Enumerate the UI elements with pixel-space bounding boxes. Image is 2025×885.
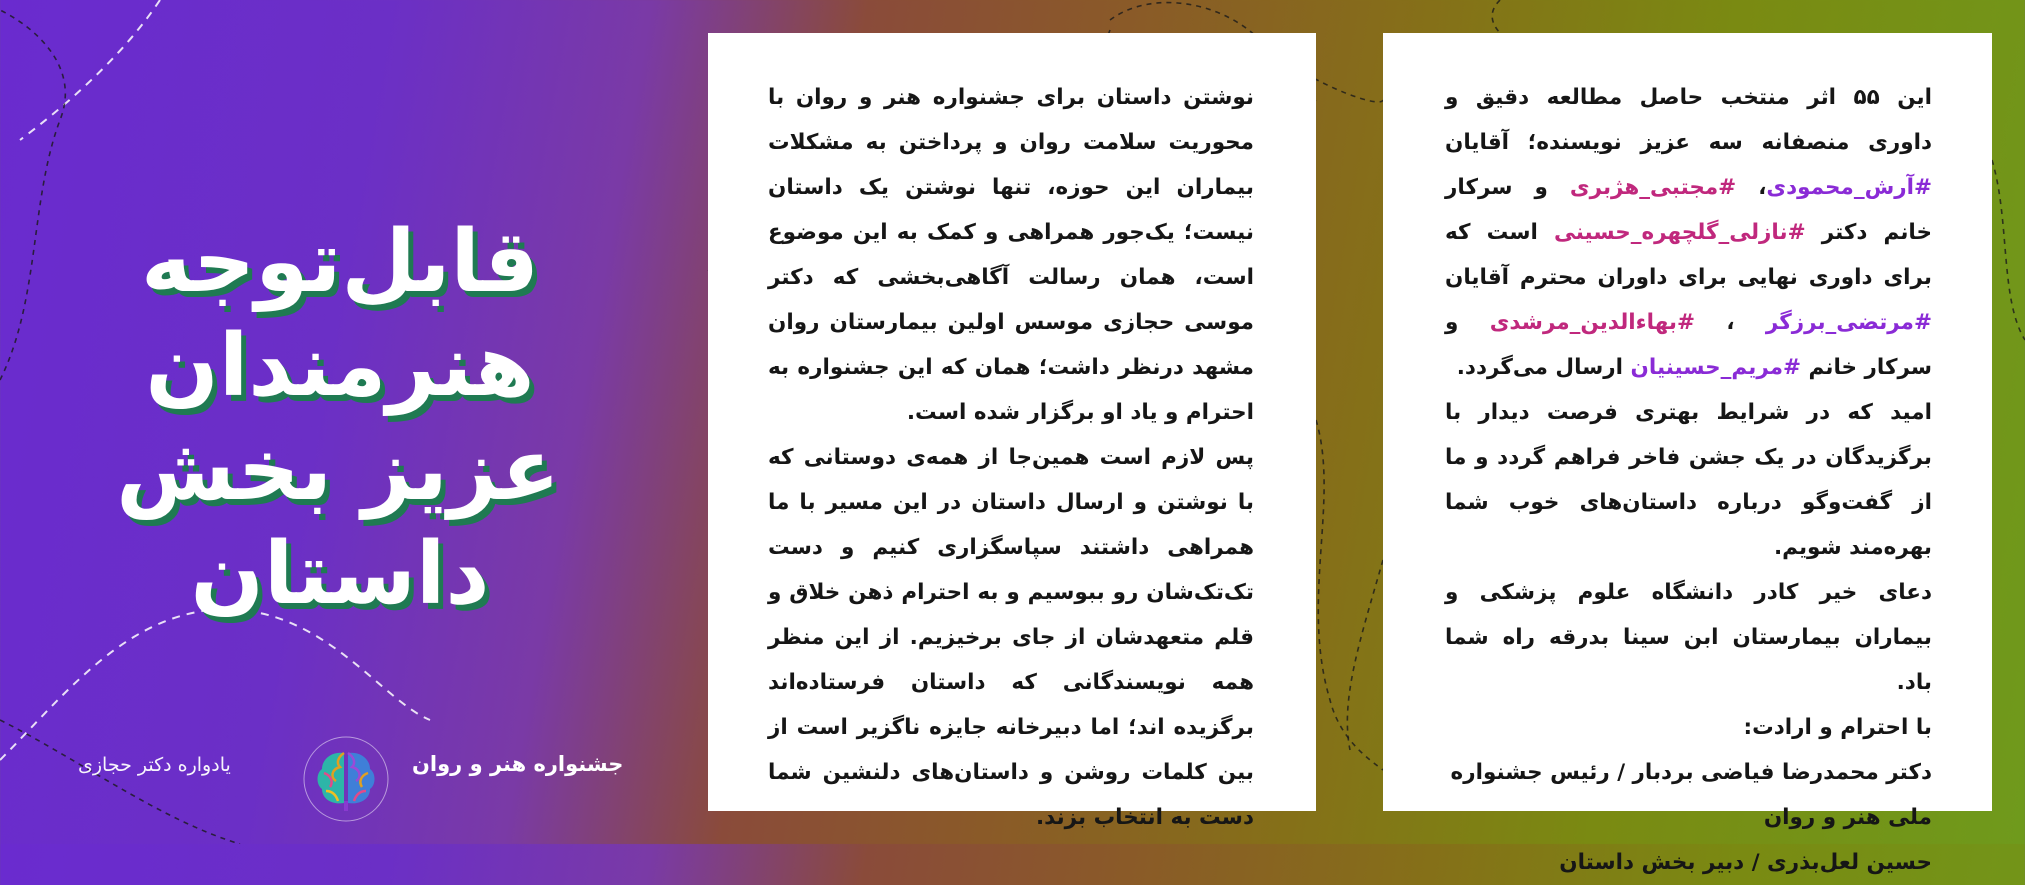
headline: [116, 210, 560, 626]
intro-paragraph-2: پس لازم است همین‌جا از همه‌ی دوستانی که با نوشتن و ارسال داستان در این مسیر با ما همراهی داشتند سپاسگزاری کنیم و دست تک‌تک‌شان رو ببوسیم و به احترام ذهن خلاق و قلم متعهدشان از جای برخیزیم. از این منظر همه نویسندگانی که داستان فرستاده‌اند برگزیده اند؛ اما دبیرخانه جایزه ناگزیر است از بین کلمات روشن و داستان‌های دلنشین شما دست به انتخاب بزند.: [768, 445, 1254, 830]
festival-name: جشنواره هنر و روان: [412, 752, 624, 776]
jury-text-d: و سرکار خانم: [1445, 310, 1932, 380]
signature-story-secretary: حسین لعل‌بذری / دبیر بخش داستان: [1559, 850, 1932, 875]
jury-text-e: ارسال می‌گردد.: [1456, 355, 1631, 380]
headline-line-1: قابل‌توجه: [140, 212, 539, 312]
intro-panel: [708, 33, 1316, 830]
jury-text-c: است که برای داوری نهایی برای داوران محترم آقایان: [1445, 220, 1932, 290]
hashtag-maryam-hosseinian[interactable]: #مریم_حسینیان: [1630, 355, 1802, 380]
brain-logo-icon: [302, 735, 390, 823]
headline-line-3: عزیز بخش: [116, 420, 560, 520]
headline-line-2: هنرمندان: [145, 316, 535, 416]
signature-festival-head: دکتر محمدرضا فیاضی بردبار / رئیس جشنواره ملی هنر و روان: [1450, 760, 1932, 830]
hashtag-nazli-golchehreh-hosseini[interactable]: #نازلی_گلچهره_حسینی: [1554, 220, 1806, 245]
headline-line-4: داستان: [190, 524, 490, 624]
hashtag-morteza-barzegar[interactable]: #مرتضی_برزگر: [1765, 310, 1932, 335]
memorial-name: یادواره دکتر حجازی: [78, 754, 231, 776]
closing-line: با احترام و ارادت:: [1743, 715, 1932, 740]
jury-paragraph-1: [1445, 75, 1932, 390]
hashtag-mojtaba-hozhabri[interactable]: #مجتبی_هژبری: [1569, 175, 1737, 200]
jury-paragraph-2: امید که در شرایط بهتری فرصت دیدار با برگزیدگان در یک جشن فاخر فراهم گردد و ما از گفت‌وگو درباره داستان‌های خوب شما بهره‌مند شویم.: [1445, 400, 1932, 560]
jury-panel: [1383, 33, 1992, 875]
jury-text-a: این ۵۵ اثر منتخب حاصل مطالعه دقیق و داوری منصفانه سه عزیز نویسنده؛ آقایان: [1445, 85, 1932, 155]
hashtag-bahaeddin-morshedi[interactable]: #بهاءالدین_مرشدی: [1489, 310, 1696, 335]
intro-paragraph-1: نوشتن داستان برای جشنواره هنر و روان با محوریت سلامت روان و پرداختن به مشکلات بیماران این حوزه، تنها نوشتن یک داستان نیست؛ یک‌جور همراهی و کمک به این موضوع است، همان رسالت آگاهی‌بخشی که دکتر موسی حجازی موسس اولین بیمارستان روان مشهد درنظر داشت؛ همان که این جشنواره به احترام و یاد او برگزار شده است.: [768, 85, 1254, 425]
jury-text-sep1: ،: [1736, 175, 1767, 200]
jury-paragraph-3: دعای خیر کادر دانشگاه علوم پزشکی و بیماران بیمارستان ابن سینا بدرقه راه شما باد.: [1445, 580, 1932, 695]
jury-text-b: و سرکار خانم دکتر: [1445, 175, 1932, 245]
jury-text-sep2: ،: [1695, 310, 1766, 335]
hashtag-arash-mahmoudi[interactable]: #آرش_محمودی: [1766, 175, 1932, 200]
